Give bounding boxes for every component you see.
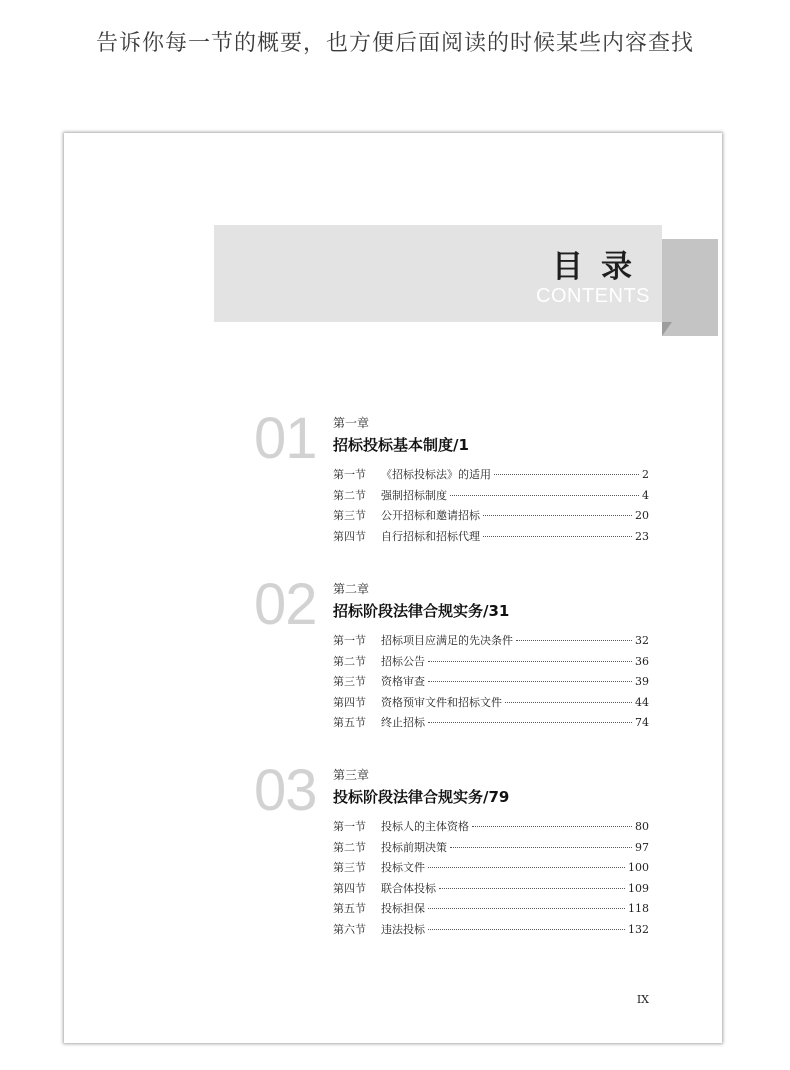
dot-leader xyxy=(494,474,639,475)
section-title: 投标前期决策 xyxy=(381,840,447,854)
section-number: 第五节 xyxy=(333,902,366,916)
section-page-number: 20 xyxy=(635,509,649,523)
section-entry[interactable] xyxy=(333,507,649,528)
section-page-number: 100 xyxy=(628,861,649,875)
section-title: 投标文件 xyxy=(381,861,425,875)
page-number: IX xyxy=(636,993,649,1006)
section-list xyxy=(333,466,649,548)
section-number: 第二节 xyxy=(333,840,366,854)
dot-leader xyxy=(439,888,625,889)
chapter-number: 02 xyxy=(254,572,317,637)
section-page-number: 132 xyxy=(628,922,649,936)
section-number: 第六节 xyxy=(333,922,366,936)
section-entry[interactable] xyxy=(333,653,649,674)
section-title: 招标公告 xyxy=(381,654,425,668)
section-list xyxy=(333,818,649,942)
section-entry[interactable] xyxy=(333,818,649,839)
section-entry[interactable] xyxy=(333,900,649,921)
section-page-number: 74 xyxy=(635,716,649,730)
section-entry[interactable] xyxy=(333,839,649,860)
contents-title-cn: 目录 xyxy=(552,249,650,285)
section-title: 《招标投标法》的适用 xyxy=(381,468,491,481)
dot-leader xyxy=(428,929,625,930)
contents-title-en: CONTENTS xyxy=(536,285,650,307)
section-number: 第二节 xyxy=(333,488,366,502)
section-number: 第一节 xyxy=(333,468,366,481)
chapter-label: 第三章 xyxy=(333,768,370,782)
book-page xyxy=(64,133,722,1043)
banner-fold xyxy=(662,322,672,336)
chapter-title[interactable]: 招标投标基本制度/1 xyxy=(333,436,469,454)
section-page-number: 118 xyxy=(628,902,649,916)
section-page-number: 32 xyxy=(635,634,649,647)
section-title: 资格预审文件和招标文件 xyxy=(381,695,502,709)
section-entry[interactable] xyxy=(333,466,649,487)
section-page-number: 2 xyxy=(642,468,649,481)
dot-leader xyxy=(428,661,632,662)
section-title: 违法投标 xyxy=(381,922,425,936)
section-entry[interactable] xyxy=(333,694,649,715)
section-entry[interactable] xyxy=(333,673,649,694)
section-entry[interactable] xyxy=(333,880,649,901)
section-title: 强制招标制度 xyxy=(381,488,447,502)
dot-leader xyxy=(428,681,632,682)
section-page-number: 44 xyxy=(635,695,649,709)
section-title: 自行招标和招标代理 xyxy=(381,529,480,543)
dot-leader xyxy=(428,867,625,868)
section-entry[interactable] xyxy=(333,487,649,508)
dot-leader xyxy=(516,640,632,641)
section-number: 第一节 xyxy=(333,820,366,833)
chapter-number: 03 xyxy=(254,758,317,823)
chapter-label: 第一章 xyxy=(333,416,370,430)
dot-leader xyxy=(505,702,632,703)
section-number: 第三节 xyxy=(333,509,366,523)
dot-leader xyxy=(472,826,632,827)
section-number: 第五节 xyxy=(333,716,366,730)
section-number: 第四节 xyxy=(333,529,366,543)
section-entry[interactable] xyxy=(333,859,649,880)
section-number: 第三节 xyxy=(333,861,366,875)
dot-leader xyxy=(483,536,632,537)
section-title: 招标项目应满足的先决条件 xyxy=(381,634,513,647)
section-page-number: 36 xyxy=(635,654,649,668)
section-title: 公开招标和邀请招标 xyxy=(381,509,480,523)
dot-leader xyxy=(450,847,632,848)
section-page-number: 4 xyxy=(642,488,649,502)
section-page-number: 97 xyxy=(635,840,649,854)
section-number: 第四节 xyxy=(333,695,366,709)
section-entry[interactable] xyxy=(333,528,649,549)
section-entry[interactable] xyxy=(333,714,649,735)
section-page-number: 39 xyxy=(635,675,649,689)
page-caption: 告诉你每一节的概要，也方便后面阅读的时候某些内容查找 xyxy=(95,31,694,56)
section-number: 第四节 xyxy=(333,881,366,895)
section-page-number: 109 xyxy=(628,881,649,895)
section-number: 第二节 xyxy=(333,654,366,668)
dot-leader xyxy=(450,495,639,496)
section-page-number: 80 xyxy=(635,820,649,833)
section-title: 终止招标 xyxy=(381,716,425,730)
section-page-number: 23 xyxy=(635,529,649,543)
dot-leader xyxy=(428,908,625,909)
section-title: 投标担保 xyxy=(381,902,425,916)
dot-leader xyxy=(428,722,632,723)
dot-leader xyxy=(483,515,632,516)
section-title: 投标人的主体资格 xyxy=(381,820,469,833)
chapter-number: 01 xyxy=(254,406,317,471)
chapter-label: 第二章 xyxy=(333,582,370,596)
section-list xyxy=(333,632,649,735)
section-entry[interactable] xyxy=(333,632,649,653)
chapter-title[interactable]: 招标阶段法律合规实务/31 xyxy=(333,602,510,620)
section-entry[interactable] xyxy=(333,921,649,942)
section-number: 第一节 xyxy=(333,634,366,647)
chapter-title[interactable]: 投标阶段法律合规实务/79 xyxy=(333,788,510,806)
section-title: 资格审查 xyxy=(381,675,425,689)
section-number: 第三节 xyxy=(333,675,366,689)
section-title: 联合体投标 xyxy=(381,881,436,895)
